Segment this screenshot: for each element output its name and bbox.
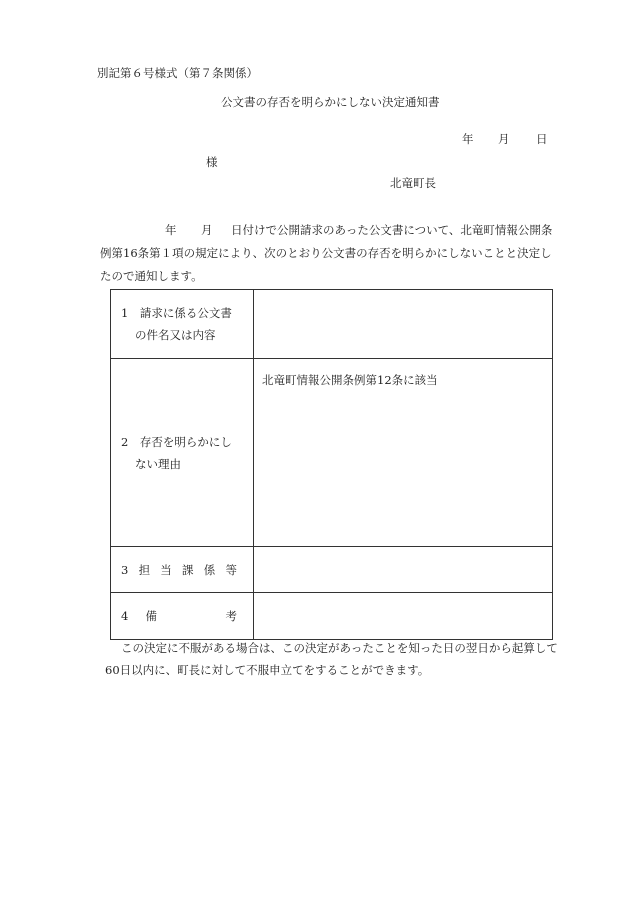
row4-value: [254, 593, 553, 640]
row4-char: 備: [145, 609, 157, 623]
row2-value: 北竜町情報公開条例第12条に該当: [254, 359, 553, 547]
body-paragraph: [100, 219, 560, 288]
table-row: [111, 547, 553, 593]
row4-char: 考: [225, 609, 237, 623]
appeal-note-line2: 60日以内に、町長に対して不服申立てをすることができます。: [105, 663, 430, 677]
row3-char: 等: [225, 562, 237, 577]
body-line-2: 例第16条第１項の規定により、次のとおり公文書の存否を明らかにしないことと決定し: [100, 246, 552, 260]
document-title: 公文書の存否を明らかにしない決定通知書: [221, 95, 440, 109]
row2-label: [111, 359, 254, 547]
table-row: [111, 359, 553, 547]
body-line-1: [100, 219, 560, 242]
row3-char: 課: [182, 562, 194, 577]
row4-char: 4: [121, 609, 129, 623]
body-line-3: たので通知します。: [100, 269, 203, 283]
row3-char: 担: [138, 562, 151, 577]
appeal-note-line1: この決定に不服がある場合は、この決定があったことを知った日の翌日から起算して: [121, 641, 558, 655]
row1-label: [111, 290, 254, 359]
table-row: [111, 593, 553, 640]
body-year: 年: [165, 223, 177, 237]
row2-label-line1: 2 存否を明らかにし: [121, 434, 232, 449]
row3-label-spaced: [121, 559, 237, 581]
body-line-1-rest: 日付けで公開請求のあった公文書について、北竜町情報公開条: [231, 223, 553, 237]
row4-label: [111, 593, 254, 640]
form-label: 別記第６号様式（第７条関係）: [97, 66, 258, 80]
row1-label-line1: 1 請求に係る公文書: [121, 306, 232, 320]
body-month: 月: [201, 223, 213, 237]
row3-char: 係: [203, 562, 216, 577]
date-month: 月: [498, 132, 510, 146]
row3-char: 3: [121, 562, 129, 577]
decision-table: [110, 289, 553, 640]
row2-label-line2: ない理由: [135, 456, 181, 471]
row3-value: [254, 547, 553, 593]
row3-label: [111, 547, 254, 593]
table-row: [111, 290, 553, 359]
date-line: [462, 134, 548, 146]
addressee-honorific: 様: [206, 155, 218, 169]
date-day: 日: [536, 132, 548, 146]
row1-label-line2: の件名又は内容: [135, 328, 216, 342]
row3-char: 当: [160, 562, 172, 577]
sender-name: 北竜町長: [390, 176, 436, 190]
date-year: 年: [462, 132, 474, 146]
row1-value: [254, 290, 553, 359]
appeal-note: [105, 637, 565, 681]
row4-label-spaced: [121, 605, 237, 627]
